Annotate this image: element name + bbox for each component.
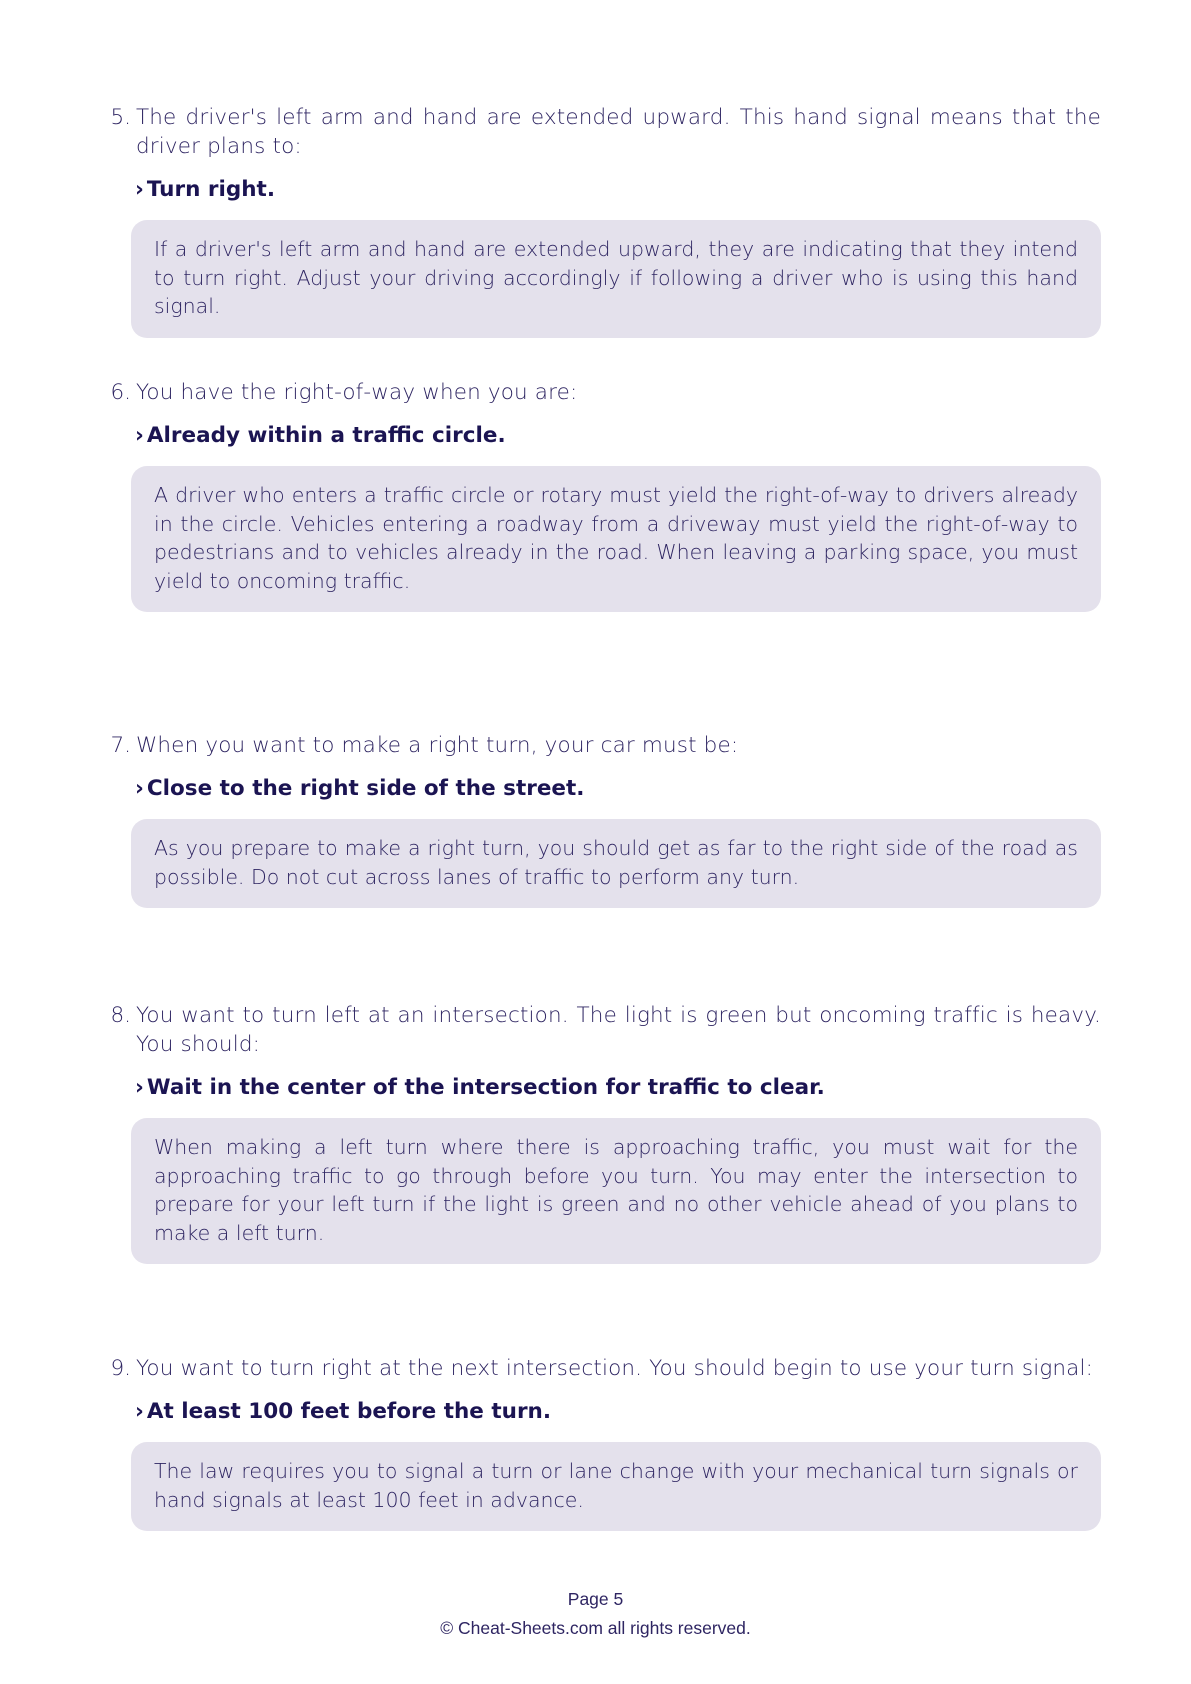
question-7 <box>105 731 1101 908</box>
answer-chevron-icon: › <box>135 1075 144 1100</box>
answer <box>135 421 1101 450</box>
answer-text: At least 100 feet before the turn. <box>146 1399 552 1424</box>
answer <box>135 774 1101 803</box>
answer-chevron-icon: › <box>135 776 144 801</box>
question-5 <box>105 103 1101 338</box>
answer-text: Already within a traffic circle. <box>146 423 506 448</box>
question-number: 8. <box>110 1003 131 1028</box>
question-body: You want to turn left at an intersection. The light is green but oncoming traffic is heavy. You should: <box>136 1003 1101 1057</box>
answer-text: Turn right. <box>146 177 275 202</box>
question-body: The driver's left arm and hand are extended upward. This hand signal means that the driver plans to: <box>136 105 1101 159</box>
question-number: 7. <box>110 733 131 758</box>
answer-text: Close to the right side of the street. <box>146 776 585 801</box>
question-9 <box>105 1354 1101 1531</box>
answer-chevron-icon: › <box>135 1399 144 1424</box>
question-number: 9. <box>110 1356 131 1381</box>
question-text <box>105 103 1101 161</box>
question-text <box>105 1001 1101 1059</box>
copyright-notice: © Cheat-Sheets.com all rights reserved. <box>440 1618 751 1638</box>
explanation-box: A driver who enters a traffic circle or rotary must yield the right-of-way to drivers already in the circle. Vehicles entering a roadway from a driveway must yield the right-of-way to pedestrians and to vehicles already in the road. When leaving a parking space, you must yield to oncoming traffic. <box>131 466 1101 612</box>
explanation-box: As you prepare to make a right turn, you should get as far to the right side of the road as possible. Do not cut across lanes of traffic to perform any turn. <box>131 819 1101 908</box>
question-number: 6. <box>110 380 131 405</box>
answer <box>135 175 1101 204</box>
question-body: You want to turn right at the next intersection. You should begin to use your turn signal: <box>136 1356 1093 1381</box>
answer-chevron-icon: › <box>135 177 144 202</box>
answer-text: Wait in the center of the intersection for traffic to clear. <box>146 1075 825 1100</box>
question-8 <box>105 1001 1101 1264</box>
answer-chevron-icon: › <box>135 423 144 448</box>
question-number: 5. <box>110 105 131 130</box>
question-text <box>105 378 1101 407</box>
explanation-box: When making a left turn where there is approaching traffic, you must wait for the approaching traffic to go through before you turn. You may enter the intersection to prepare for your left turn if the light is green and no other vehicle ahead of you plans to make a left turn. <box>131 1118 1101 1264</box>
question-text <box>105 731 1101 760</box>
explanation-box: The law requires you to signal a turn or lane change with your mechanical turn signals or hand signals at least 100 feet in advance. <box>131 1442 1101 1531</box>
explanation-box: If a driver's left arm and hand are extended upward, they are indicating that they intend to turn right. Adjust your driving accordingly if following a driver who is using this hand signal. <box>131 220 1101 338</box>
question-body: When you want to make a right turn, your car must be: <box>136 733 739 758</box>
page-number: Page 5 <box>567 1589 624 1609</box>
question-6 <box>105 378 1101 612</box>
question-text <box>105 1354 1101 1383</box>
answer <box>135 1397 1101 1426</box>
answer <box>135 1073 1101 1102</box>
question-body: You have the right-of-way when you are: <box>136 380 578 405</box>
